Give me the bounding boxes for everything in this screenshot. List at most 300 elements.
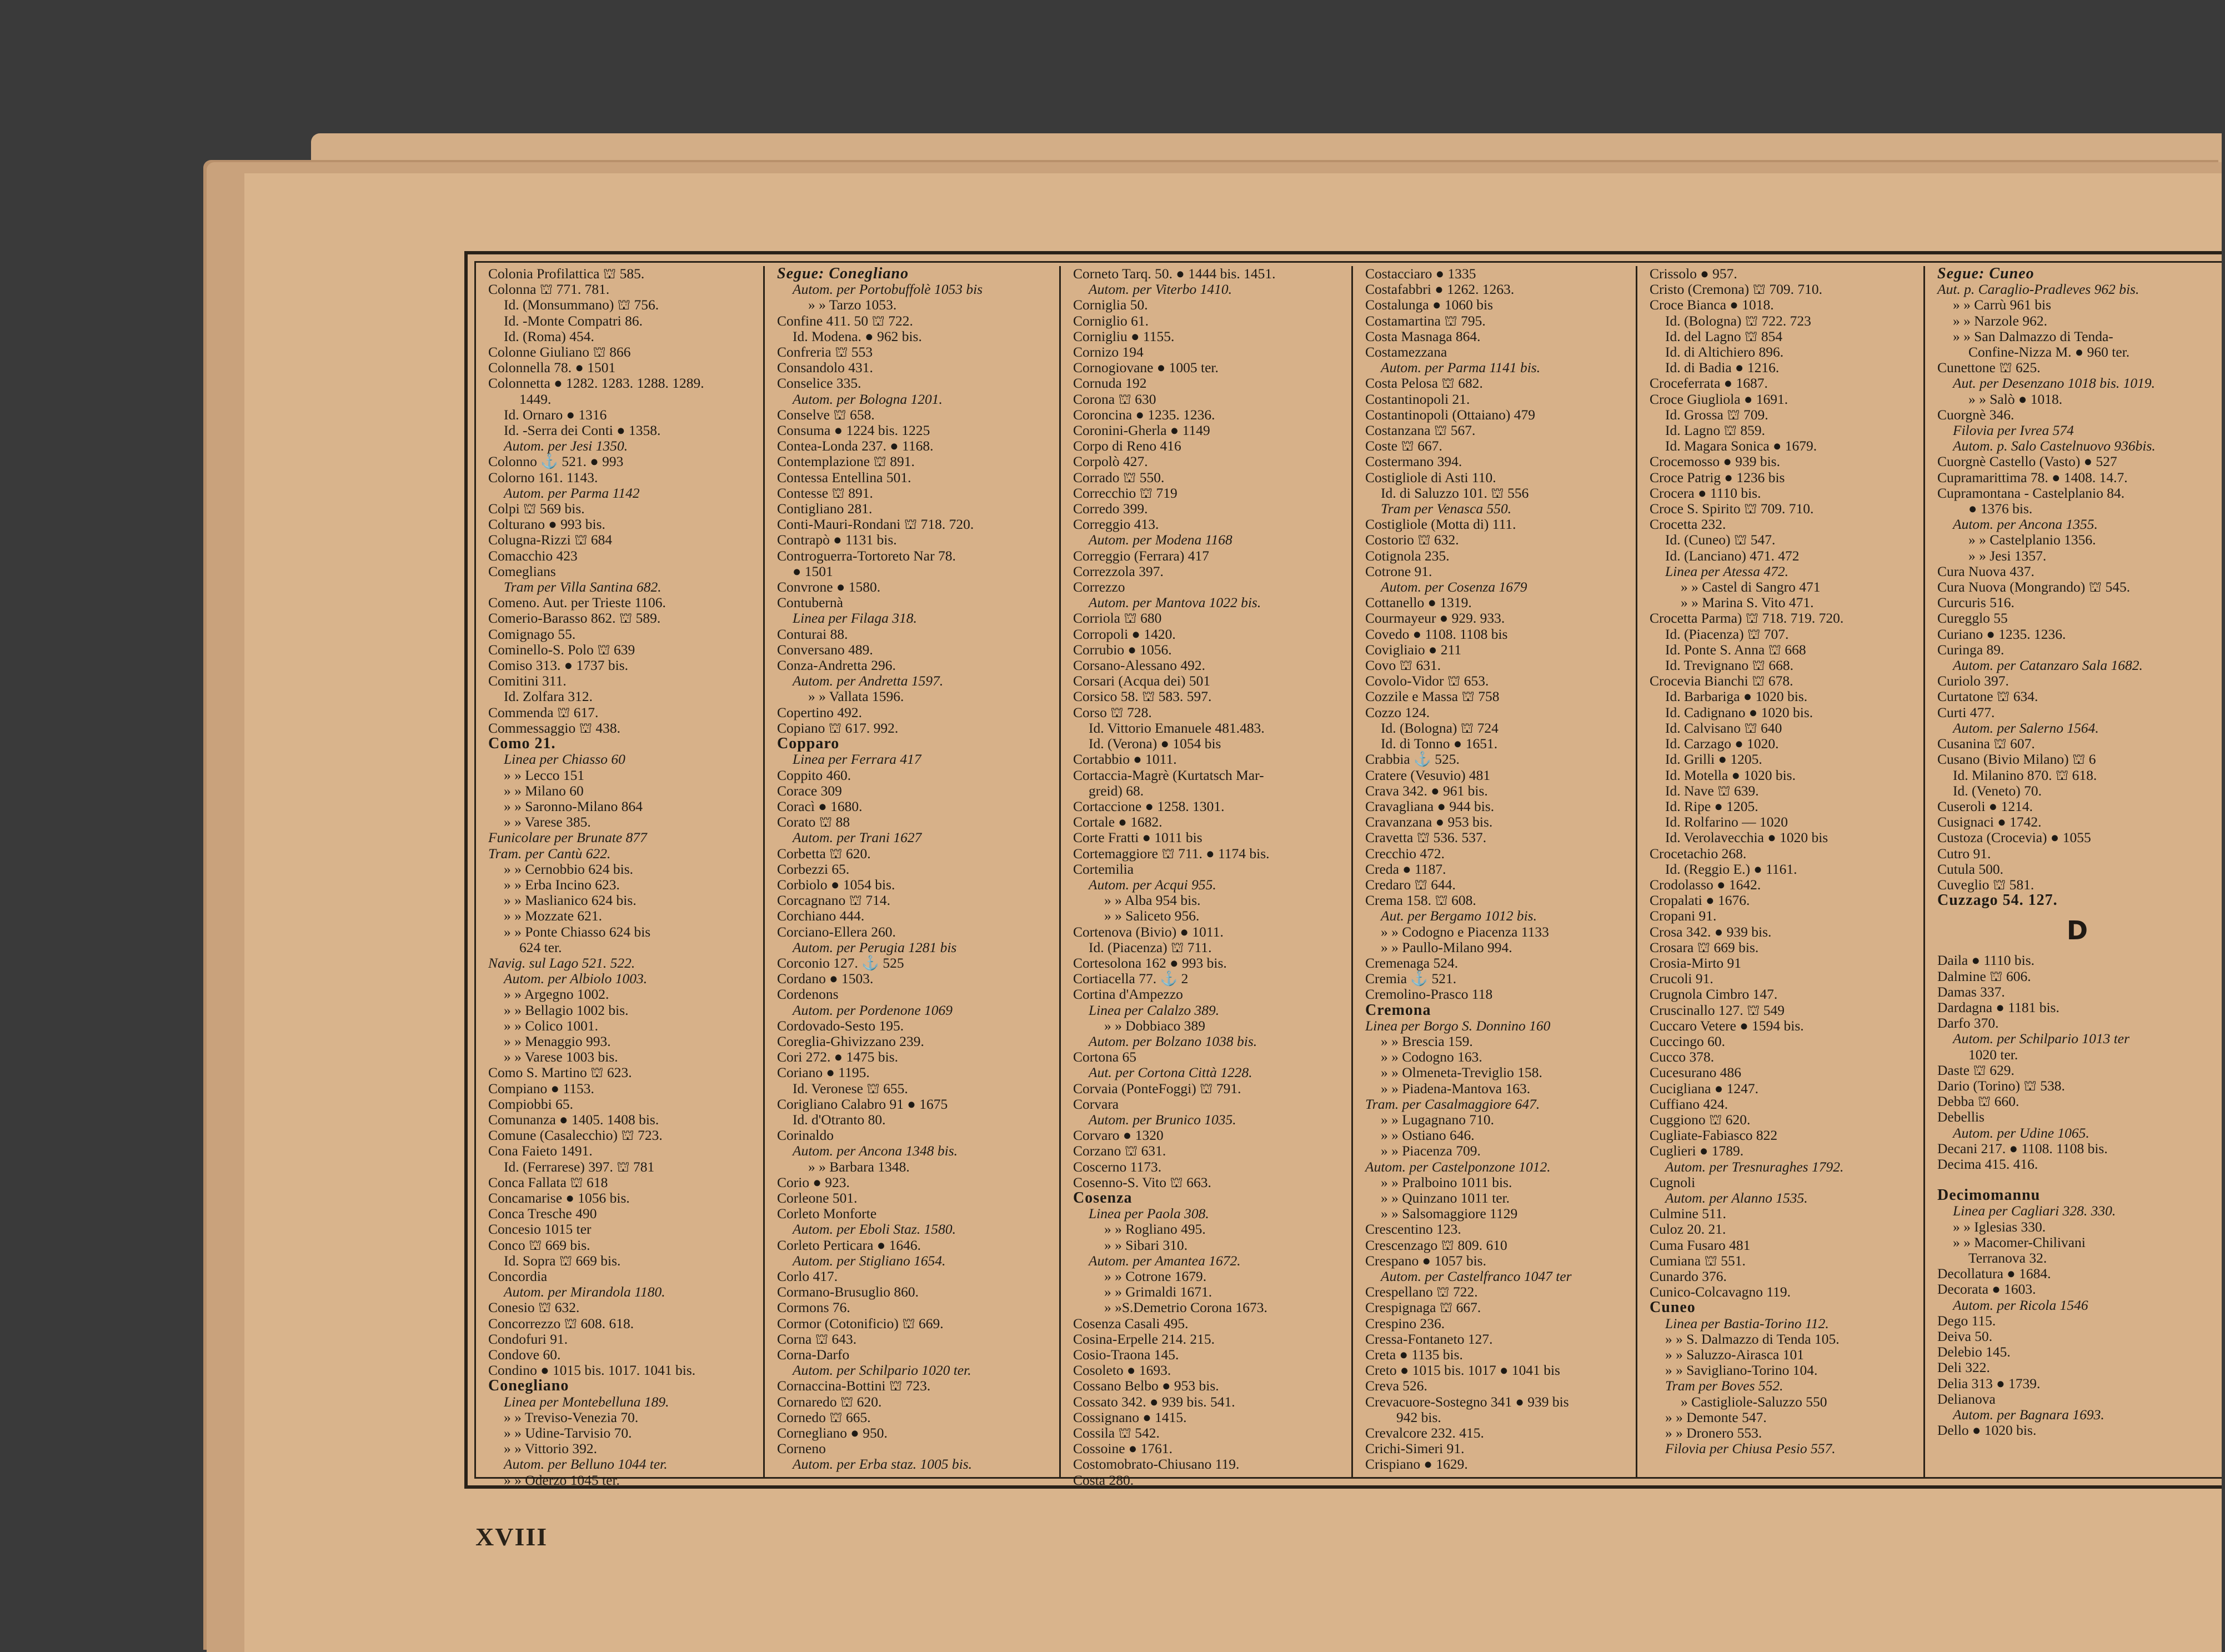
index-entry: Contesse ⛫ 891. (777, 484, 873, 501)
index-entry: Cosenza Casali 495. (1073, 1315, 1189, 1331)
index-heading: Cosenza (1073, 1189, 1132, 1207)
index-entry: Conca Fallata ⛫ 618 (488, 1174, 608, 1190)
index-entry: Crocetachio 268. (1650, 845, 1747, 862)
index-entry: Corpo di Reno 416 (1073, 438, 1181, 454)
index-entry: Dario (Torino) ⛫ 538. (1937, 1077, 2065, 1094)
index-entry: Cormano-Brusuglio 860. (777, 1284, 919, 1300)
index-entry: Autom. per Catanzaro Sala 1682. (1953, 657, 2143, 674)
index-entry: Comignago 55. (488, 625, 576, 642)
index-entry: Corsano-Alessano 492. (1073, 657, 1205, 674)
index-entry: » » Codogno 163. (1381, 1049, 1482, 1065)
index-entry: Conversano 489. (777, 641, 873, 658)
index-entry: Autom. per Portobuffolè 1053 bis (793, 281, 983, 298)
index-entry: Corace 309 (777, 782, 842, 799)
index-entry: Autom. per Viterbo 1410. (1089, 281, 1232, 298)
index-entry: Courmayeur ● 929. 933. (1365, 610, 1505, 627)
index-entry: Costalunga ● 1060 bis (1365, 297, 1494, 313)
index-entry: Coppito 460. (777, 767, 851, 783)
index-entry: » » Quinzano 1011 ter. (1381, 1189, 1510, 1206)
index-entry: Corrado ⛫ 550. (1073, 469, 1165, 485)
index-entry: Comeglians (488, 563, 556, 579)
index-entry: Confreria ⛫ 553 (777, 344, 873, 361)
index-entry: Croce S. Spirito ⛫ 709. 710. (1650, 500, 1814, 517)
index-entry: Crevacuore-Sostegno 341 ● 939 bis (1365, 1393, 1569, 1410)
index-entry: Decollatura ● 1684. (1937, 1265, 2051, 1282)
index-entry: » » Saliceto 956. (1104, 908, 1200, 924)
section-letter: D (2066, 915, 2088, 946)
page-number: XVIII (475, 1523, 548, 1551)
index-entry: Correcchio ⛫ 719 (1073, 484, 1177, 501)
index-entry: Consandolo 431. (777, 359, 873, 376)
index-entry: Corlo 417. (777, 1268, 838, 1284)
index-entry: Custoza (Crocevia) ● 1055 (1937, 829, 2091, 846)
index-entry: Autom. per Bologna 1201. (793, 391, 943, 407)
index-entry: Costigliole di Asti 110. (1365, 469, 1496, 485)
index-entry: Contigliano 281. (777, 500, 873, 517)
index-entry: Id. Motella ● 1020 bis. (1665, 767, 1796, 783)
index-entry: Confine 411. 50 ⛫ 722. (777, 312, 913, 329)
index-entry: Delianova (1937, 1390, 1996, 1407)
index-entry: Crecchio 472. (1365, 845, 1445, 862)
index-entry: Daste ⛫ 629. (1937, 1062, 2014, 1078)
index-entry: » » Milano 60 (504, 782, 584, 799)
index-entry: Colorno 161. 1143. (488, 469, 598, 485)
index-entry: Deiva 50. (1937, 1328, 1993, 1344)
index-entry: » » Iglesias 330. (1953, 1218, 2046, 1235)
index-entry: » » Maslianico 624 bis. (504, 892, 637, 909)
index-entry: Autom. p. Salo Castelnuovo 936bis. (1953, 438, 2156, 454)
index-entry: » Castigliole-Saluzzo 550 (1681, 1393, 1827, 1410)
index-entry: Cossato 342. ● 939 bis. 541. (1073, 1393, 1235, 1410)
index-entry: Corte Fratti ● 1011 bis (1073, 829, 1202, 846)
index-entry: Tram per Villa Santina 682. (504, 579, 662, 595)
index-entry: Id. d'Otranto 80. (793, 1111, 886, 1128)
index-entry: » » Carrù 961 bis (1953, 297, 2052, 313)
index-entry: Autom. per Perugia 1281 bis (793, 939, 957, 955)
index-entry: Cortiacella 77. ⚓ 2 (1073, 970, 1189, 987)
index-entry: Aut. per Desenzano 1018 bis. 1019. (1953, 375, 2156, 392)
index-entry: Comeno. Aut. per Trieste 1106. (488, 594, 666, 611)
index-entry: Comerio-Barasso 862. ⛫ 589. (488, 610, 661, 627)
index-entry: » » Barbara 1348. (808, 1158, 910, 1175)
index-entry: Id. (Piacenza) ⛫ 707. (1665, 625, 1789, 642)
index-entry: » » Castelplanio 1356. (1968, 532, 2096, 548)
index-entry: Conca Tresche 490 (488, 1205, 597, 1222)
index-entry: Cropalati ● 1676. (1650, 892, 1750, 909)
index-entry: Cossano Belbo ● 953 bis. (1073, 1378, 1219, 1394)
index-entry: Crespignaga ⛫ 667. (1365, 1299, 1481, 1316)
index-entry: Cunico-Colcavagno 119. (1650, 1284, 1791, 1300)
index-entry: Cori 272. ● 1475 bis. (777, 1049, 898, 1065)
index-entry: Corvara (1073, 1095, 1119, 1112)
index-entry: Id. Magara Sonica ● 1679. (1665, 438, 1817, 454)
index-entry: Colonnella 78. ● 1501 (488, 359, 616, 376)
index-entry: Corleone 501. (777, 1189, 858, 1206)
index-entry: Decorata ● 1603. (1937, 1281, 2036, 1298)
index-column-1 (476, 266, 765, 1488)
index-entry: Cura Nuova (Mongrando) ⛫ 545. (1937, 579, 2131, 595)
index-entry: Linea per Cagliari 328. 330. (1953, 1203, 2116, 1219)
index-entry: Cotignola 235. (1365, 547, 1450, 564)
index-entry: Coste ⛫ 667. (1365, 438, 1442, 454)
index-entry: Autom. per Brunico 1035. (1089, 1111, 1236, 1128)
index-entry: Covedo ● 1108. 1108 bis (1365, 625, 1508, 642)
index-entry: Autom. per Castelponzone 1012. (1365, 1158, 1551, 1175)
index-entry: Cutula 500. (1937, 860, 2003, 877)
index-entry: Corbetta ⛫ 620. (777, 845, 871, 862)
index-entry: Dego 115. (1937, 1312, 1996, 1329)
index-entry: Compiano ● 1153. (488, 1080, 594, 1097)
index-entry: Conza-Andretta 296. (777, 657, 896, 674)
index-entry: Corniglio 61. (1073, 312, 1149, 329)
index-entry: Id. Grilli ● 1205. (1665, 751, 1762, 768)
index-entry: Cugliate-Fabiasco 822 (1650, 1127, 1778, 1144)
index-entry: ● 1501 (793, 563, 833, 579)
index-entry: Costacciaro ● 1335 (1365, 266, 1476, 282)
index-entry: Cremia ⚓ 521. (1365, 970, 1457, 987)
index-entry: » » Olmeneta-Treviglio 158. (1381, 1064, 1542, 1081)
index-entry: Darfo 370. (1937, 1015, 1999, 1032)
index-entry: Autom. per Parma 1141 bis. (1381, 359, 1541, 376)
index-entry: Curinga 89. (1937, 641, 2004, 658)
index-entry: » » Paullo-Milano 994. (1381, 939, 1512, 955)
index-entry: Autom. per Ancona 1355. (1953, 516, 2098, 533)
index-entry: Corso ⛫ 728. (1073, 704, 1152, 720)
index-entry: » » Menaggio 993. (504, 1033, 611, 1049)
index-entry: Id. -Serra dei Conti ● 1358. (504, 422, 661, 439)
index-entry: Corigliano Calabro 91 ● 1675 (777, 1095, 948, 1112)
index-entry: Autom. per Eboli Staz. 1580. (793, 1221, 956, 1238)
index-heading: Como 21. (488, 735, 556, 753)
index-entry: » » Rogliano 495. (1104, 1221, 1206, 1238)
index-entry: Corchiano 444. (777, 908, 865, 924)
index-entry: Costantinopoli (Ottaiano) 479 (1365, 406, 1535, 423)
index-entry: Correggio 413. (1073, 516, 1159, 533)
index-entry: Autom. per Ricola 1546 (1953, 1296, 2088, 1313)
index-entry (1937, 1172, 2217, 1188)
index-entry: Autom. per Schilpario 1020 ter. (793, 1362, 971, 1379)
index-entry: » » Piadena-Mantova 163. (1381, 1080, 1531, 1097)
index-entry: » » Cernobbio 624 bis. (504, 860, 634, 877)
index-entry: Delia 313 ● 1739. (1937, 1375, 2041, 1391)
index-entry: Coriano ● 1195. (777, 1064, 870, 1081)
index-entry: Cumiana ⛫ 551. (1650, 1252, 1746, 1269)
index-entry: Credaro ⛫ 644. (1365, 876, 1456, 893)
index-entry: Corona ⛫ 630 (1073, 391, 1156, 407)
index-entry: Id. di Tonno ● 1651. (1381, 735, 1498, 752)
index-entry: » » Mozzate 621. (504, 908, 603, 924)
index-entry: Navig. sul Lago 521. 522. (488, 954, 635, 971)
index-entry: Aut. per Cortona Città 1228. (1089, 1064, 1252, 1081)
index-entry: Autom. per Pordenone 1069 (793, 1002, 953, 1018)
index-entry: Costigliole (Motta di) 111. (1365, 516, 1516, 533)
index-entry: » » Dobbiaco 389 (1104, 1017, 1206, 1034)
index-entry: Crava 342. ● 961 bis. (1365, 782, 1488, 799)
index-entry: Curtatone ⛫ 634. (1937, 688, 2038, 705)
index-entry: Linea per Paola 308. (1089, 1205, 1209, 1222)
index-entry: Autom. per Andretta 1597. (793, 673, 944, 689)
index-entry: Crodolasso ● 1642. (1650, 876, 1761, 893)
index-entry: Id. (Lanciano) 471. 472 (1665, 547, 1800, 564)
index-entry: » » Ostiano 646. (1381, 1127, 1475, 1144)
index-entry: Id. del Lagno ⛫ 854 (1665, 328, 1783, 344)
index-entry: Costamezzana (1365, 344, 1447, 361)
index-entry: » » San Dalmazzo di Tenda- (1953, 328, 2113, 344)
index-entry: Debellis (1937, 1109, 1985, 1125)
index-entry: Condino ● 1015 bis. 1017. 1041 bis. (488, 1362, 696, 1379)
index-entry: » » Dronero 553. (1665, 1425, 1762, 1441)
index-entry: Cortaccia-Magrè (Kurtatsch Mar- (1073, 767, 1264, 783)
index-column-6 (1925, 266, 2225, 1477)
index-entry: Correzzo (1073, 579, 1125, 595)
index-entry: Id. Zolfara 312. (504, 688, 593, 705)
index-entry: Corvaro ● 1320 (1073, 1127, 1164, 1144)
index-entry: Crema 158. ⛫ 608. (1365, 892, 1476, 909)
index-entry: Corneno (777, 1440, 826, 1457)
index-entry: » » Saluzzo-Airasca 101 (1665, 1346, 1804, 1363)
index-entry: Crespano ● 1057 bis. (1365, 1252, 1486, 1269)
index-entry: Croce Patrig ● 1236 bis (1650, 469, 1785, 485)
index-entry: Culoz 20. 21. (1650, 1221, 1726, 1238)
index-entry: Corrubio ● 1056. (1073, 641, 1172, 658)
index-entry: Cupramontana - Castelplanio 84. (1937, 484, 2125, 501)
index-entry: » » Vallata 1596. (808, 688, 904, 705)
index-entry: Autom. per Amantea 1672. (1089, 1252, 1241, 1269)
index-heading: Segue: Conegliano (777, 265, 909, 282)
index-entry: Cusanina ⛫ 607. (1937, 735, 2035, 752)
index-entry: Cornizo 194 (1073, 344, 1144, 361)
index-entry: Cutro 91. (1937, 845, 1991, 862)
index-entry: Damas 337. (1937, 983, 2005, 1000)
index-entry: Id. Verolavecchia ● 1020 bis (1665, 829, 1828, 846)
index-entry: » » Castel di Sangro 471 (1681, 579, 1821, 595)
index-entry: Cusignaci ● 1742. (1937, 814, 2042, 830)
index-entry: Terranova 32. (1968, 1249, 2047, 1266)
index-entry: Coscerno 1173. (1073, 1158, 1162, 1175)
index-entry: Creto ● 1015 bis. 1017 ● 1041 bis (1365, 1362, 1560, 1379)
index-entry: Commenda ⛫ 617. (488, 704, 599, 720)
index-entry: Id. (Bologna) ⛫ 724 (1381, 719, 1499, 736)
index-entry: Consuma ● 1224 bis. 1225 (777, 422, 930, 439)
index-entry: Crosa 342. ● 939 bis. (1650, 923, 1772, 940)
index-entry: Cuma Fusaro 481 (1650, 1237, 1751, 1253)
index-entry: Curiano ● 1235. 1236. (1937, 625, 2066, 642)
index-entry: Cottanello ● 1319. (1365, 594, 1472, 611)
index-entry: Tram. per Casalmaggiore 647. (1365, 1095, 1540, 1112)
index-entry: Convrone ● 1580. (777, 579, 881, 595)
index-entry: » » S. Dalmazzo di Tenda 105. (1665, 1330, 1840, 1347)
index-columns (474, 261, 2222, 1488)
index-entry: Cornuda 192 (1073, 375, 1147, 392)
index-entry: Autom. per Bolzano 1038 bis. (1089, 1033, 1257, 1049)
index-entry: Id. (Roma) 454. (504, 328, 594, 344)
index-column-3 (1061, 266, 1353, 1488)
index-entry: » » Grimaldi 1671. (1104, 1284, 1212, 1300)
index-entry: Delebio 145. (1937, 1344, 2011, 1360)
index-entry: Id. Ornaro ● 1316 (504, 406, 607, 423)
index-entry: Contemplazione ⛫ 891. (777, 453, 915, 470)
index-entry: Autom. per Jesi 1350. (504, 438, 628, 454)
index-entry: Tram per Venasca 550. (1381, 500, 1512, 517)
index-entry: Costafabbri ● 1262. 1263. (1365, 281, 1515, 298)
index-entry: Crosara ⛫ 669 bis. (1650, 939, 1759, 955)
index-entry: Comiso 313. ● 1737 bis. (488, 657, 629, 674)
index-entry: Conco ⛫ 669 bis. (488, 1237, 590, 1253)
index-entry: Culmine 511. (1650, 1205, 1726, 1222)
index-entry: Tram per Boves 552. (1665, 1378, 1783, 1394)
index-frame (464, 251, 2222, 1489)
index-entry: » » Ponte Chiasso 624 bis (504, 923, 651, 940)
index-entry: Coroncina ● 1235. 1236. (1073, 406, 1215, 423)
index-entry: Id. di Saluzzo 101. ⛫ 556 (1381, 484, 1529, 501)
index-entry: » » Bellagio 1002 bis. (504, 1002, 629, 1018)
index-entry: Linea per Montebelluna 189. (504, 1393, 669, 1410)
index-entry: Conselve ⛫ 658. (777, 406, 875, 423)
index-entry: Id. Nave ⛫ 639. (1665, 782, 1759, 799)
index-entry: Cornaredo ⛫ 620. (777, 1393, 882, 1410)
index-entry: Colonia Profilattica ⛫ 585. (488, 266, 645, 282)
index-entry: Id. (Bologna) ⛫ 722. 723 (1665, 312, 1811, 329)
index-entry: 1020 ter. (1968, 1046, 2018, 1063)
index-entry: Id. (Piacenza) ⛫ 711. (1089, 939, 1212, 955)
index-entry: Linea per Chiasso 60 (504, 751, 625, 768)
index-entry: Corpolò 427. (1073, 453, 1148, 470)
index-entry: Linea per Atessa 472. (1665, 563, 1788, 579)
index-entry: » » Udine-Tarvisio 70. (504, 1425, 632, 1441)
index-entry: Crocemosso ● 939 bis. (1650, 453, 1780, 470)
index-entry: Crucoli 91. (1650, 970, 1713, 987)
index-entry: Autom. per Alanno 1535. (1665, 1189, 1808, 1206)
index-entry: Coracì ● 1680. (777, 798, 863, 814)
index-entry: Crugnola Cimbro 147. (1650, 986, 1778, 1003)
index-entry: Coreglia-Ghivizzano 239. (777, 1033, 924, 1049)
index-entry: Funicolare per Brunate 877 (488, 829, 647, 846)
index-entry: Cugnoli (1650, 1174, 1696, 1190)
index-entry: Id. (Verona) ● 1054 bis (1089, 735, 1221, 752)
index-entry: Curti 477. (1937, 704, 1995, 720)
index-entry: Autom. per Modena 1168 (1089, 532, 1232, 548)
index-entry: Corsico 58. ⛫ 583. 597. (1073, 688, 1212, 705)
index-entry: Id. Grossa ⛫ 709. (1665, 406, 1768, 423)
index-entry: Linea per Filaga 318. (793, 610, 917, 627)
index-entry: Como S. Martino ⛫ 623. (488, 1064, 632, 1081)
index-entry: Id. Ponte S. Anna ⛫ 668 (1665, 641, 1806, 658)
index-entry: Colugna-Rizzi ⛫ 684 (488, 532, 613, 548)
index-entry: Concorrezzo ⛫ 608. 618. (488, 1315, 634, 1331)
index-entry: Corna-Darfo (777, 1346, 850, 1363)
index-entry: Id. di Altichiero 896. (1665, 344, 1784, 361)
index-entry: Cremenaga 524. (1365, 954, 1459, 971)
index-entry: Cuccingo 60. (1650, 1033, 1725, 1049)
index-entry: Crabbia ⚓ 525. (1365, 751, 1460, 768)
index-entry: Cozzo 124. (1365, 704, 1430, 720)
index-entry: Cornaccina-Bottini ⛫ 723. (777, 1378, 931, 1394)
index-entry: Cropani 91. (1650, 908, 1717, 924)
index-entry: Cormons 76. (777, 1299, 850, 1316)
index-entry: Correggio (Ferrara) 417 (1073, 547, 1209, 564)
index-entry: Condofuri 91. (488, 1330, 568, 1347)
index-entry: Colturano ● 993 bis. (488, 516, 605, 533)
index-entry: Contea-Londa 237. ● 1168. (777, 438, 934, 454)
index-entry: » » Alba 954 bis. (1104, 892, 1201, 909)
index-entry: Cossila ⛫ 542. (1073, 1425, 1160, 1441)
index-entry: Cucco 378. (1650, 1049, 1715, 1065)
index-entry: Id. Veronese ⛫ 655. (793, 1080, 908, 1097)
index-entry: Crevalcore 232. 415. (1365, 1425, 1484, 1441)
index-heading: Conegliano (488, 1377, 569, 1395)
index-entry: » » Treviso-Venezia 70. (504, 1409, 639, 1425)
index-entry: Cuorgnè Castello (Vasto) ● 527 (1937, 453, 2117, 470)
index-entry: » » Macomer-Chilivani (1953, 1234, 2086, 1250)
index-entry: Cossignano ● 1415. (1073, 1409, 1187, 1425)
index-entry: » » Salò ● 1018. (1968, 391, 2063, 407)
index-entry: Cornigliu ● 1155. (1073, 328, 1175, 344)
index-entry: Linea per Bastia-Torino 112. (1665, 1315, 1829, 1331)
index-entry: Costomobrato-Chiusano 119. (1073, 1456, 1240, 1473)
index-entry: Comacchio 423 (488, 547, 578, 564)
index-entry: Autom. per Trani 1627 (793, 829, 922, 846)
index-entry: Crescenzago ⛫ 809. 610 (1365, 1237, 1507, 1253)
index-entry: Aut. per Bergamo 1012 bis. (1381, 908, 1537, 924)
index-entry: Creva 526. (1365, 1378, 1427, 1394)
index-entry: » » Narzole 962. (1953, 312, 2047, 329)
index-entry: Colpi ⛫ 569 bis. (488, 500, 585, 517)
index-entry: Cortabbio ● 1011. (1073, 751, 1177, 768)
index-entry: Cominello-S. Polo ⛫ 639 (488, 641, 635, 658)
index-entry: Corniglia 50. (1073, 297, 1148, 313)
index-entry: Crichi-Simeri 91. (1365, 1440, 1465, 1457)
index-entry: Autom. per Schilpario 1013 ter (1953, 1030, 2130, 1047)
index-entry: Cravetta ⛫ 536. 537. (1365, 829, 1487, 846)
index-entry: Corcagnano ⛫ 714. (777, 892, 891, 909)
index-entry: Cucesurano 486 (1650, 1064, 1742, 1081)
index-entry: Corriola ⛫ 680 (1073, 610, 1162, 627)
index-entry: Id. -Monte Compatri 86. (504, 312, 643, 329)
index-entry: ● 1376 bis. (1968, 500, 2033, 517)
index-entry: Id. Sopra ⛫ 669 bis. (504, 1252, 621, 1269)
index-entry: Contrapò ● 1131 bis. (777, 532, 897, 548)
index-entry: Coronini-Gherla ● 1149 (1073, 422, 1210, 439)
index-entry: Condove 60. (488, 1346, 561, 1363)
index-heading: Cremona (1365, 1001, 1431, 1019)
index-entry: Creta ● 1135 bis. (1365, 1346, 1463, 1363)
index-entry: » » Varese 1003 bis. (504, 1049, 618, 1065)
index-entry: » » Marina S. Vito 471. (1681, 594, 1814, 611)
index-entry: Cortenova (Bivio) ● 1011. (1073, 923, 1224, 940)
index-entry: 942 bis. (1396, 1409, 1441, 1425)
index-entry: Curiolo 397. (1937, 673, 2009, 689)
index-entry: Conti-Mauri-Rondani ⛫ 718. 720. (777, 516, 974, 533)
index-entry: Cordenons (777, 986, 839, 1003)
index-entry: Corciano-Ellera 260. (777, 923, 896, 940)
index-entry: Id. Rolfarino — 1020 (1665, 814, 1788, 830)
index-entry: Crosia-Mirto 91 (1650, 954, 1742, 971)
index-entry: Cozzile e Massa ⛫ 758 (1365, 688, 1500, 705)
index-entry: Cuseroli ● 1214. (1937, 798, 2033, 814)
index-entry: Cornedo ⛫ 665. (777, 1409, 871, 1425)
index-entry: Id. Vittorio Emanuele 481.483. (1089, 719, 1265, 736)
index-entry: » » Lugagnano 710. (1381, 1111, 1494, 1128)
index-entry: Id. Barbariga ● 1020 bis. (1665, 688, 1808, 705)
index-entry: Crocetta 232. (1650, 516, 1726, 533)
index-entry: Curegglo 55 (1937, 610, 2008, 627)
index-entry: » » Lecco 151 (504, 767, 585, 783)
index-entry: Cormor (Cotonificio) ⛫ 669. (777, 1315, 944, 1331)
index-entry: Covolo-Vidor ⛫ 653. (1365, 673, 1489, 689)
index-entry: Costantinopoli 21. (1365, 391, 1470, 407)
index-entry: Corsari (Acqua dei) 501 (1073, 673, 1211, 689)
index-entry: Corleto Monforte (777, 1205, 877, 1222)
